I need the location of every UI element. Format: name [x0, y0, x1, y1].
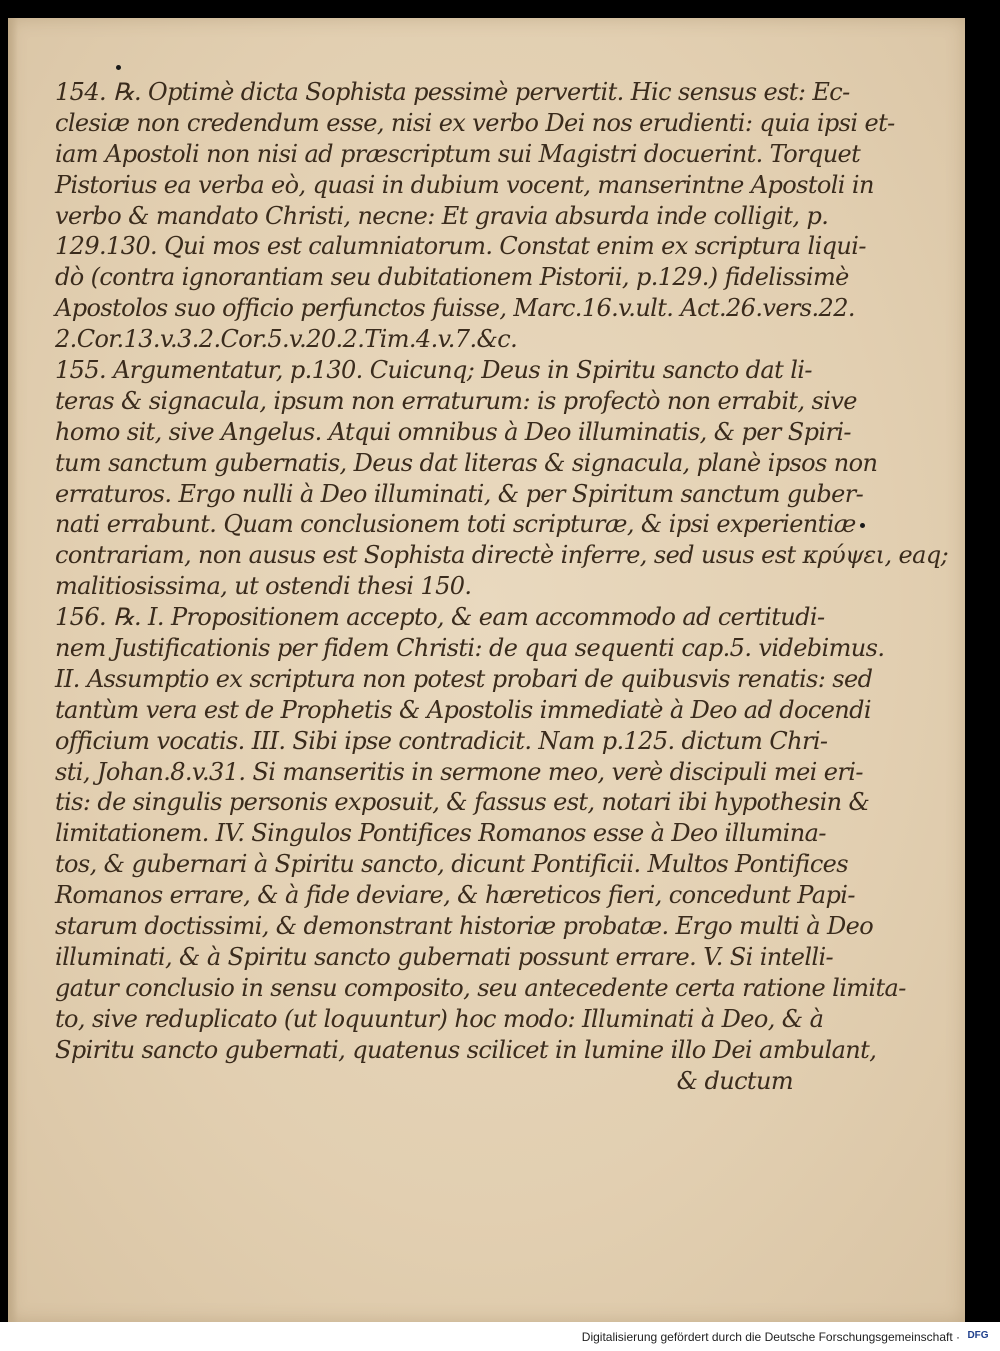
text-line: contrariam, non ausus est Sophista directè inferre, sed usus est κρύψει, eaq;	[55, 541, 949, 570]
text-line: nem Justificationis per fidem Christi: de qua sequenti cap.5. videbimus.	[55, 634, 885, 663]
text-line: limitationem. IV. Singulos Pontifices Romanos esse à Deo illumina-	[55, 819, 826, 848]
ink-speck	[116, 65, 121, 70]
text-line: verbo & mandato Christi, necne: Et gravia absurda inde colligit, p.	[55, 201, 829, 230]
text-line: nati errabunt. Quam conclusionem toti scripturæ, & ipsi experientiæ	[55, 510, 856, 539]
text-line: to, sive reduplicato (ut loquuntur) hoc modo: Illuminati à Deo, & à	[55, 1004, 824, 1033]
text-line: clesiæ non credendum esse, nisi ex verbo Dei nos erudienti: quia ipsi et-	[55, 108, 895, 137]
page-text	[55, 77, 949, 1096]
text-line: homo sit, sive Angelus. Atqui omnibus à Deo illuminatis, & per Spiri-	[55, 417, 851, 446]
text-line: tantùm vera est de Prophetis & Apostolis immediatè à Deo ad docendi	[55, 695, 871, 724]
text-line: gatur conclusio in sensu composito, seu antecedente certa ratione limita-	[55, 973, 906, 1002]
text-line: illuminati, & à Spiritu sancto gubernati possunt errare. V. Si intelli-	[55, 942, 834, 971]
dfg-logo-icon[interactable]: DFG	[967, 1330, 989, 1341]
page-gutter-shadow	[8, 18, 18, 1322]
text-line: tos, & gubernari à Spiritu sancto, dicunt Pontificii. Multos Pontifices	[55, 850, 848, 879]
text-line: sti, Johan.8.v.31. Si manseritis in sermone meo, verè discipuli mei eri-	[55, 757, 863, 786]
ink-speck	[860, 523, 865, 528]
text-line: erraturos. Ergo nulli à Deo illuminati, & per Spiritum sanctum guber-	[55, 479, 864, 508]
text-line: II. Assumptio ex scriptura non potest probari de quibusvis renatis: sed	[55, 664, 873, 693]
text-line: Apostolos suo officio perfunctos fuisse, Marc.16.v.ult. Act.26.vers.22.	[55, 294, 855, 323]
digitization-footer	[0, 1322, 1000, 1351]
catchword: & ductum	[676, 1066, 793, 1095]
text-line: starum doctissimi, & demonstrant historiæ probatæ. Ergo multi à Deo	[55, 912, 874, 941]
text-line: dò (contra ignorantiam seu dubitationem Pistorii, p.129.) fidelissimè	[55, 263, 849, 292]
text-line: 2.Cor.13.v.3.2.Cor.5.v.20.2.Tim.4.v.7.&c.	[55, 325, 518, 354]
text-line: tis: de singulis personis exposuit, & fassus est, notari ibi hypothesin &	[55, 788, 870, 817]
text-line: Spiritu sancto gubernati, quatenus scilicet in lumine illo Dei ambulant,	[55, 1035, 877, 1064]
text-line: Romanos errare, & à fide deviare, & hæreticos fieri, concedunt Papi-	[55, 881, 855, 910]
text-line: 155. Argumentatur, p.130. Cuicunq; Deus in Spiritu sancto dat li-	[55, 356, 812, 385]
text-line: teras & signacula, ipsum non erraturum: is profectò non errabit, sive	[55, 386, 857, 415]
text-line: malitiosissima, ut ostendi thesi 150.	[55, 572, 472, 601]
text-line: Pistorius ea verba eò, quasi in dubium vocent, manserintne Apostoli in	[55, 170, 874, 199]
text-line: 129.130. Qui mos est calumniatorum. Constat enim ex scriptura liqui-	[55, 232, 866, 261]
text-line: officium vocatis. III. Sibi ipse contradicit. Nam p.125. dictum Chri-	[55, 726, 828, 755]
text-line: iam Apostoli non nisi ad præscriptum sui Magistri docuerint. Torquet	[55, 139, 861, 168]
footer-credit: Digitalisierung gefördert durch die Deutsche Forschungsgemeinschaft ·	[581, 1330, 960, 1344]
text-line: 154. ℞. Optimè dicta Sophista pessimè pervertit. Hic sensus est: Ec-	[55, 78, 850, 106]
text-line: tum sanctum gubernatis, Deus dat literas & signacula, planè ipsos non	[55, 448, 878, 477]
text-line: 156. ℞. I. Propositionem accepto, & eam accommodo ad certitudi-	[55, 603, 825, 632]
